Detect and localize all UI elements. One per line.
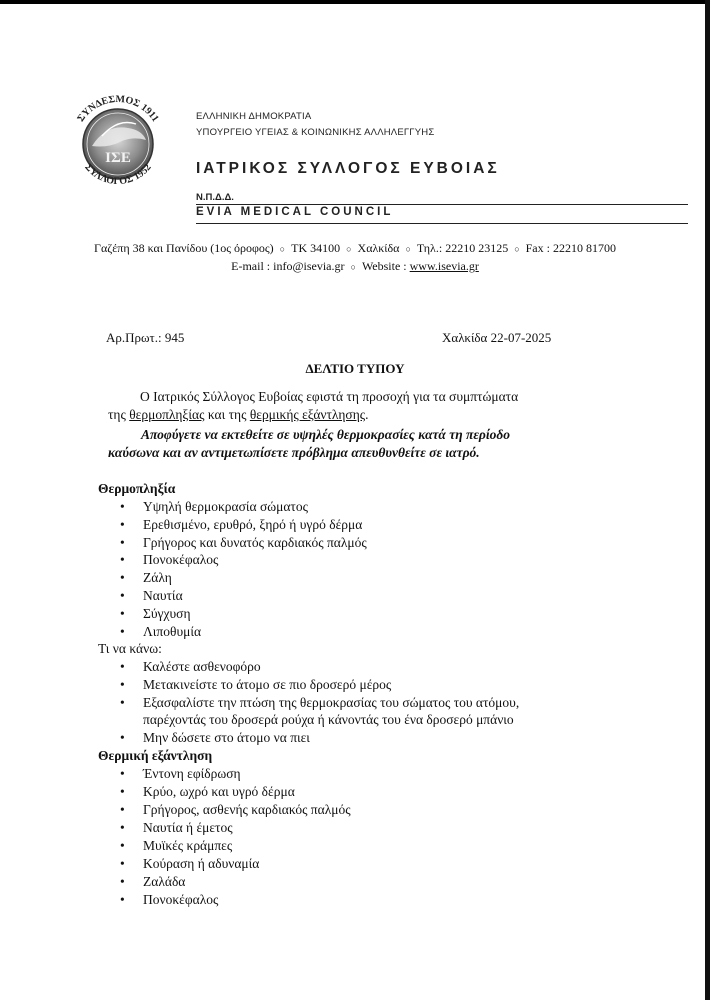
separator-circle-icon: ○	[346, 244, 352, 254]
seal-arc-bottom: ΣΥΛΛΟΓΟΣ 1952	[82, 161, 154, 188]
list-item: • Έντονη εφίδρωση	[143, 766, 241, 782]
list-item: • Μετακινείστε το άτομο σε πιο δροσερό μέρος	[143, 677, 391, 693]
website-label: Website :	[361, 259, 407, 273]
legal-status-label: Ν.Π.Δ.Δ.	[196, 192, 234, 203]
list-item: • Γρήγορος, ασθενής καρδιακός παλμός	[143, 802, 351, 818]
contact-line-address	[0, 241, 710, 256]
intro-term-heatstroke: θερμοπληξίας	[129, 407, 205, 422]
press-release-title: ΔΕΛΤΙΟ ΤΥΠΟΥ	[305, 361, 405, 376]
republic-label: ΕΛΛΗΝΙΚΗ ΔΗΜΟΚΡΑΤΙΑ	[196, 111, 312, 122]
list-item: • Γρήγορος και δυνατός καρδιακός παλμός	[143, 535, 367, 551]
scan-right-edge	[705, 0, 710, 1000]
document-date: Χαλκίδα 22-07-2025	[442, 330, 552, 345]
list-item: • Καλέστε ασθενοφόρο	[143, 659, 261, 675]
council-seal-logo	[62, 88, 174, 200]
letterhead-rule-bottom	[196, 223, 688, 224]
list-item: • Πονοκέφαλος	[143, 892, 218, 908]
ministry-label: ΥΠΟΥΡΓΕΙΟ ΥΓΕΙΑΣ & ΚΟΙΝΩΝΙΚΗΣ ΑΛΛΗΛΕΓΓΥΗΣ	[196, 127, 435, 138]
list-item: • Σύγχυση	[143, 606, 191, 622]
list-item: • Ναυτία ή έμετος	[143, 820, 233, 836]
list-item: • Κρύο, ωχρό και υγρό δέρμα	[143, 784, 295, 800]
section-title-heatstroke: Θερμοπληξία	[98, 481, 176, 496]
scan-top-edge	[0, 0, 710, 4]
warning-line-1: Αποφύγετε να εκτεθείτε σε υψηλές θερμοκρασίες κατά τη περίοδο	[141, 427, 511, 442]
list-item: • Ζάλη	[143, 570, 172, 586]
list-item-continuation: παρέχοντάς του δροσερά ρούχα ή κάνοντάς του ένα δροσερό μπάνιο	[143, 712, 514, 727]
seal-arc-top: ΣΥΝΔΕΣΜΟΣ 1911	[75, 93, 161, 124]
actions-title: Τι να κάνω:	[98, 641, 162, 656]
list-item: • Λιποθυμία	[143, 624, 201, 640]
separator-circle-icon: ○	[514, 244, 520, 254]
seal-center-text: ΙΣΕ	[105, 150, 131, 166]
phone-text: Τηλ.: 22210 23125	[416, 241, 509, 255]
list-item: • Πονοκέφαλος	[143, 552, 218, 568]
fax-text: Fax : 22210 81700	[525, 241, 616, 255]
separator-circle-icon: ○	[350, 262, 356, 272]
list-item: • Μην δώσετε στο άτομο να πιει	[143, 730, 310, 746]
intro-text: της	[108, 407, 130, 422]
website-link[interactable]: www.isevia.gr	[409, 259, 479, 273]
email-text: E-mail : info@isevia.gr	[231, 259, 345, 273]
separator-circle-icon: ○	[279, 244, 286, 254]
separator-circle-icon: ○	[405, 244, 411, 254]
list-item: • Υψηλή θερμοκρασία σώματος	[143, 499, 308, 515]
letterhead-rule-top	[196, 204, 688, 205]
address-text: Γαζέπη 38 και Πανίδου (1ος όροφος)	[94, 241, 274, 255]
council-name-greek: ΙΑΤΡΙΚΟΣ ΣΥΛΛΟΓΟΣ ΕΥΒΟΙΑΣ	[196, 160, 500, 177]
city-text: Χαλκίδα	[357, 241, 400, 255]
list-item: • Κούραση ή αδυναμία	[143, 856, 259, 872]
intro-text: και της	[204, 407, 250, 422]
list-item: • Μυϊκές κράμπες	[143, 838, 232, 854]
list-item: • Ερεθισμένο, ερυθρό, ξηρό ή υγρό δέρμα	[143, 517, 362, 533]
council-name-english: EVIA MEDICAL COUNCIL	[196, 206, 394, 218]
contact-line-web	[0, 259, 710, 274]
warning-line-2: καύσωνα και αν αντιμετωπίσετε πρόβλημα απευθυνθείτε σε ιατρό.	[108, 445, 480, 460]
intro-line-1: Ο Ιατρικός Σύλλογος Ευβοίας εφιστά τη προσοχή για τα συμπτώματα	[140, 389, 519, 404]
intro-line-2	[108, 407, 368, 423]
list-item: • Εξασφαλίστε την πτώση της θερμοκρασίας του σώματος του ατόμου,	[143, 695, 519, 711]
protocol-number: Αρ.Πρωτ.: 945	[106, 330, 185, 345]
intro-term-heat-exhaustion: θερμικής εξάντλησης	[249, 407, 366, 422]
section-title-heat-exhaustion: Θερμική εξάντληση	[98, 748, 213, 763]
intro-text: .	[365, 407, 369, 422]
list-item: • Ναυτία	[143, 588, 183, 604]
postal-code: ΤΚ 34100	[291, 241, 341, 255]
list-item: • Ζαλάδα	[143, 874, 185, 890]
